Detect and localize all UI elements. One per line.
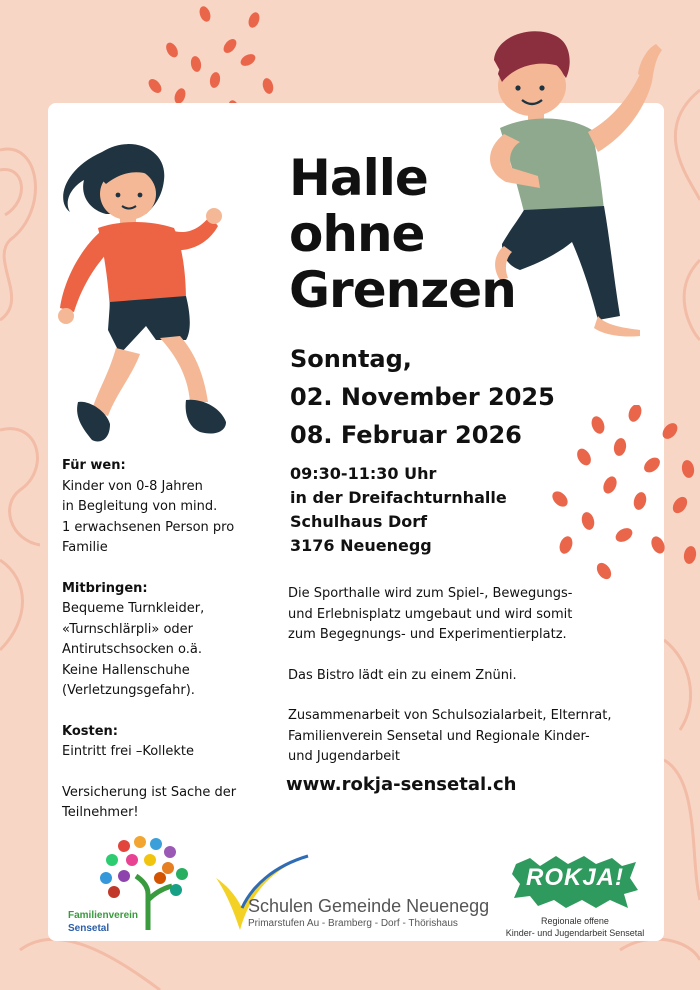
schulen-name: Schulen Gemeinde Neuenegg (248, 896, 490, 916)
schulen-logo (212, 852, 490, 932)
insurance-line: Teilnehmer! (62, 805, 139, 820)
description-line: Das Bistro lädt ein zu einem Znüni. (288, 667, 517, 683)
costs-heading: Kosten: (62, 723, 118, 739)
sidebar-info (62, 456, 272, 844)
for-whom-line: in Begleitung von mind. (62, 499, 218, 514)
girl-illustration (50, 140, 240, 450)
insurance-block (62, 783, 272, 824)
description-line: und Jugendarbeit (288, 749, 400, 764)
description-para-2 (288, 666, 658, 687)
rokja-line-1: Regionale offene (541, 916, 609, 926)
familienverein-name-1: Familienverein (68, 910, 139, 921)
description-line: Familienverein Sensetal und Regionale Kinder- (288, 728, 590, 744)
rokja-wordmark: ROKJA! (526, 864, 625, 891)
rokja-logo (500, 854, 650, 944)
description-line: zum Begegnungs- und Experimentierplatz. (288, 627, 567, 642)
description-line: Die Sporthalle wird zum Spiel-, Bewegungs- (288, 586, 573, 601)
familienverein-logo (66, 834, 206, 938)
event-place-1: in der Dreifachturnhalle (290, 488, 507, 507)
dots-right (540, 405, 700, 585)
familienverein-name-2: Sensetal (68, 923, 110, 934)
costs-block (62, 722, 272, 763)
event-place-2: Schulhaus Dorf (290, 512, 428, 531)
title-line-2: ohne (289, 205, 425, 263)
description-line: und Erlebnisplatz umgebaut und wird somit (288, 606, 573, 622)
for-whom-line: Kinder von 0-8 Jahren (62, 478, 203, 494)
bring-block (62, 579, 272, 702)
schulen-subtitle: Primarstufen Au - Bramberg - Dorf - Thörishaus (248, 918, 458, 929)
bring-line: «Turnschlärpli» oder (62, 621, 193, 637)
for-whom-line: 1 erwachsenen Person pro (62, 519, 235, 535)
bring-heading: Mitbringen: (62, 580, 148, 596)
event-time: 09:30-11:30 Uhr (290, 464, 437, 483)
for-whom-heading: Für wen: (62, 458, 126, 473)
title-line-3: Grenzen (289, 261, 516, 319)
event-info (290, 462, 507, 558)
event-title (289, 150, 516, 318)
costs-line: Eintritt frei –Kollekte (62, 744, 194, 759)
bring-line: Antirutschsocken o.ä. (62, 642, 202, 657)
date-2: 08. Februar 2026 (290, 421, 522, 449)
event-description (288, 584, 658, 788)
bring-line: Keine Hallenschuhe (62, 662, 190, 678)
description-para-1 (288, 584, 658, 646)
bring-line: Bequeme Turnkleider, (62, 601, 205, 616)
rokja-line-2: Kinder- und Jugendarbeit Sensetal (505, 928, 645, 938)
date-1: 02. November 2025 (290, 383, 555, 411)
date-day: Sonntag, (290, 345, 412, 373)
bring-line: (Verletzungsgefahr). (62, 683, 195, 698)
for-whom-block (62, 456, 272, 559)
event-dates (290, 342, 555, 452)
description-line: Zusammenarbeit von Schulsozialarbeit, Elternrat, (288, 708, 612, 723)
title-line-1: Halle (289, 149, 428, 207)
website-link[interactable]: www.rokja-sensetal.ch (286, 774, 517, 795)
for-whom-line: Familie (62, 540, 108, 555)
insurance-line: Versicherung ist Sache der (62, 784, 237, 800)
description-para-3 (288, 706, 658, 768)
event-place-3: 3176 Neuenegg (290, 536, 432, 555)
